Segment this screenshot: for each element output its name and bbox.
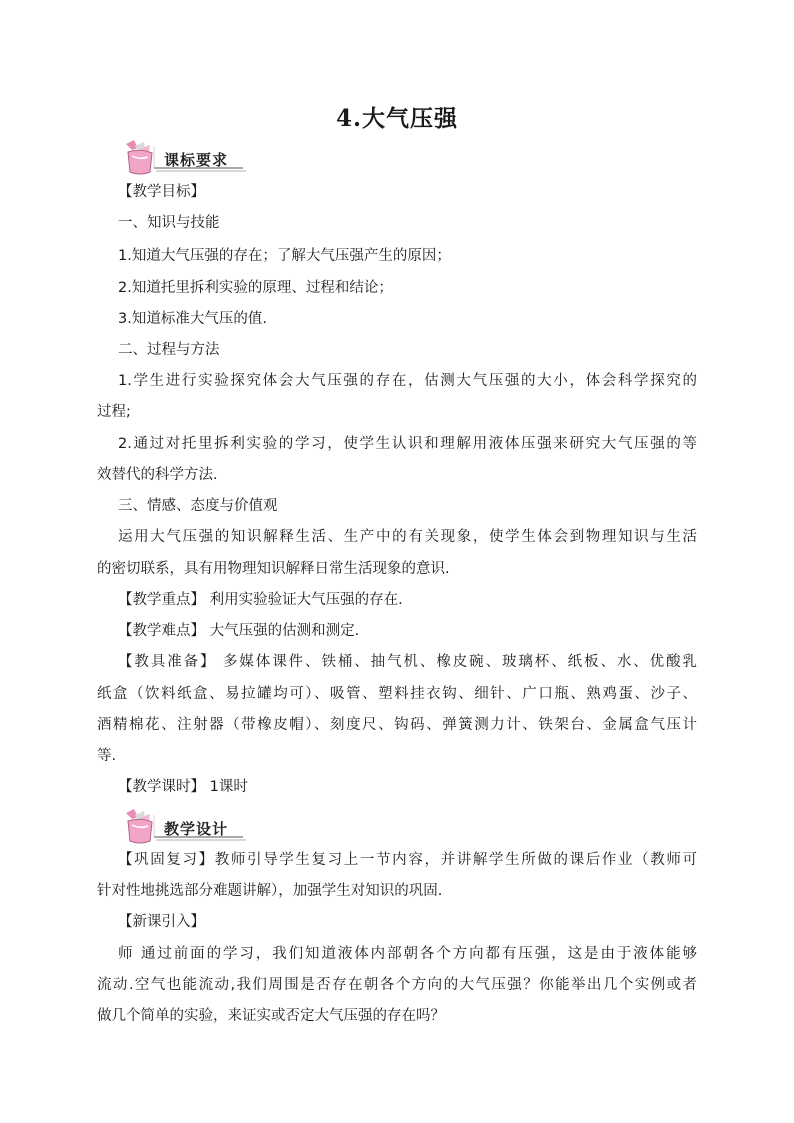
- teaching-goals-heading: 【教学目标】: [118, 184, 205, 200]
- process-item-2-line-2: 效替代的科学方法.: [97, 467, 218, 483]
- intro-heading: 【新课引入】: [118, 914, 205, 930]
- section-banner-label: 教学设计: [164, 820, 229, 838]
- class-hours: 【教学课时】 1课时: [118, 779, 248, 795]
- difficulty: 【教学难点】 大气压强的估测和测定.: [118, 623, 360, 639]
- emotion-item-line-1: 运用大气压强的知识解释生活、生产中的有关现象，使学生体会到物理知识与生活: [118, 529, 697, 545]
- knowledge-item-1: 1.知道大气压强的存在；了解大气压强产生的原因；: [118, 248, 451, 264]
- knowledge-heading: 一、知识与技能: [118, 215, 220, 231]
- process-heading: 二、过程与方法: [118, 342, 220, 358]
- review-line-2: 针对性地挑选部分难题讲解），加强学生对知识的巩固.: [97, 883, 443, 899]
- intro-line-2: 流动.空气也能流动,我们周围是否存在朝各个方向的大气压强？你能举出几个实例或者: [97, 977, 697, 993]
- knowledge-item-3: 3.知道标准大气压的值.: [118, 311, 267, 327]
- intro-line-1: 师 通过前面的学习，我们知道液体内部朝各个方向都有压强，这是由于液体能够: [118, 946, 697, 962]
- process-item-2-line-1: 2.通过对托里拆利实验的学习，使学生认识和理解用液体压强来研究大气压强的等: [118, 436, 697, 452]
- tools-line-2: 纸盒（饮料纸盒、易拉罐均可）、吸管、塑料挂衣钩、细针、广口瓶、熟鸡蛋、沙子、: [97, 686, 697, 702]
- page-title: 4.大气压强: [335, 105, 458, 132]
- process-item-1-line-2: 过程;: [97, 404, 131, 420]
- review-line-1: 【巩固复习】教师引导学生复习上一节内容，并讲解学生所做的课后作业（教师可: [118, 852, 697, 868]
- emotion-item-line-2: 的密切联系，具有用物理知识解释日常生活现象的意识.: [97, 561, 450, 577]
- intro-line-3: 做几个简单的实验，来证实或否定大气压强的存在吗？: [97, 1008, 445, 1024]
- key-point: 【教学重点】 利用实验验证大气压强的存在.: [118, 592, 403, 608]
- knowledge-item-2: 2.知道托里拆利实验的原理、过程和结论；: [118, 280, 393, 296]
- section-banner-label: 课标要求: [164, 151, 229, 169]
- section-banner-design: [118, 809, 248, 849]
- section-banner-curriculum: [118, 140, 248, 180]
- tools-line-1: 【教具准备】 多媒体课件、铁桶、抽气机、橡皮碗、玻璃杯、纸板、水、优酸乳: [118, 654, 697, 670]
- tools-line-4: 等.: [97, 748, 117, 764]
- tools-line-3: 酒精棉花、注射器（带橡皮帽）、刻度尺、钩码、弹簧测力计、铁架台、金属盒气压计: [97, 717, 697, 733]
- emotion-heading: 三、情感、态度与价值观: [118, 498, 278, 514]
- process-item-1-line-1: 1.学生进行实验探究体会大气压强的存在，估测大气压强的大小，体会科学探究的: [118, 373, 697, 389]
